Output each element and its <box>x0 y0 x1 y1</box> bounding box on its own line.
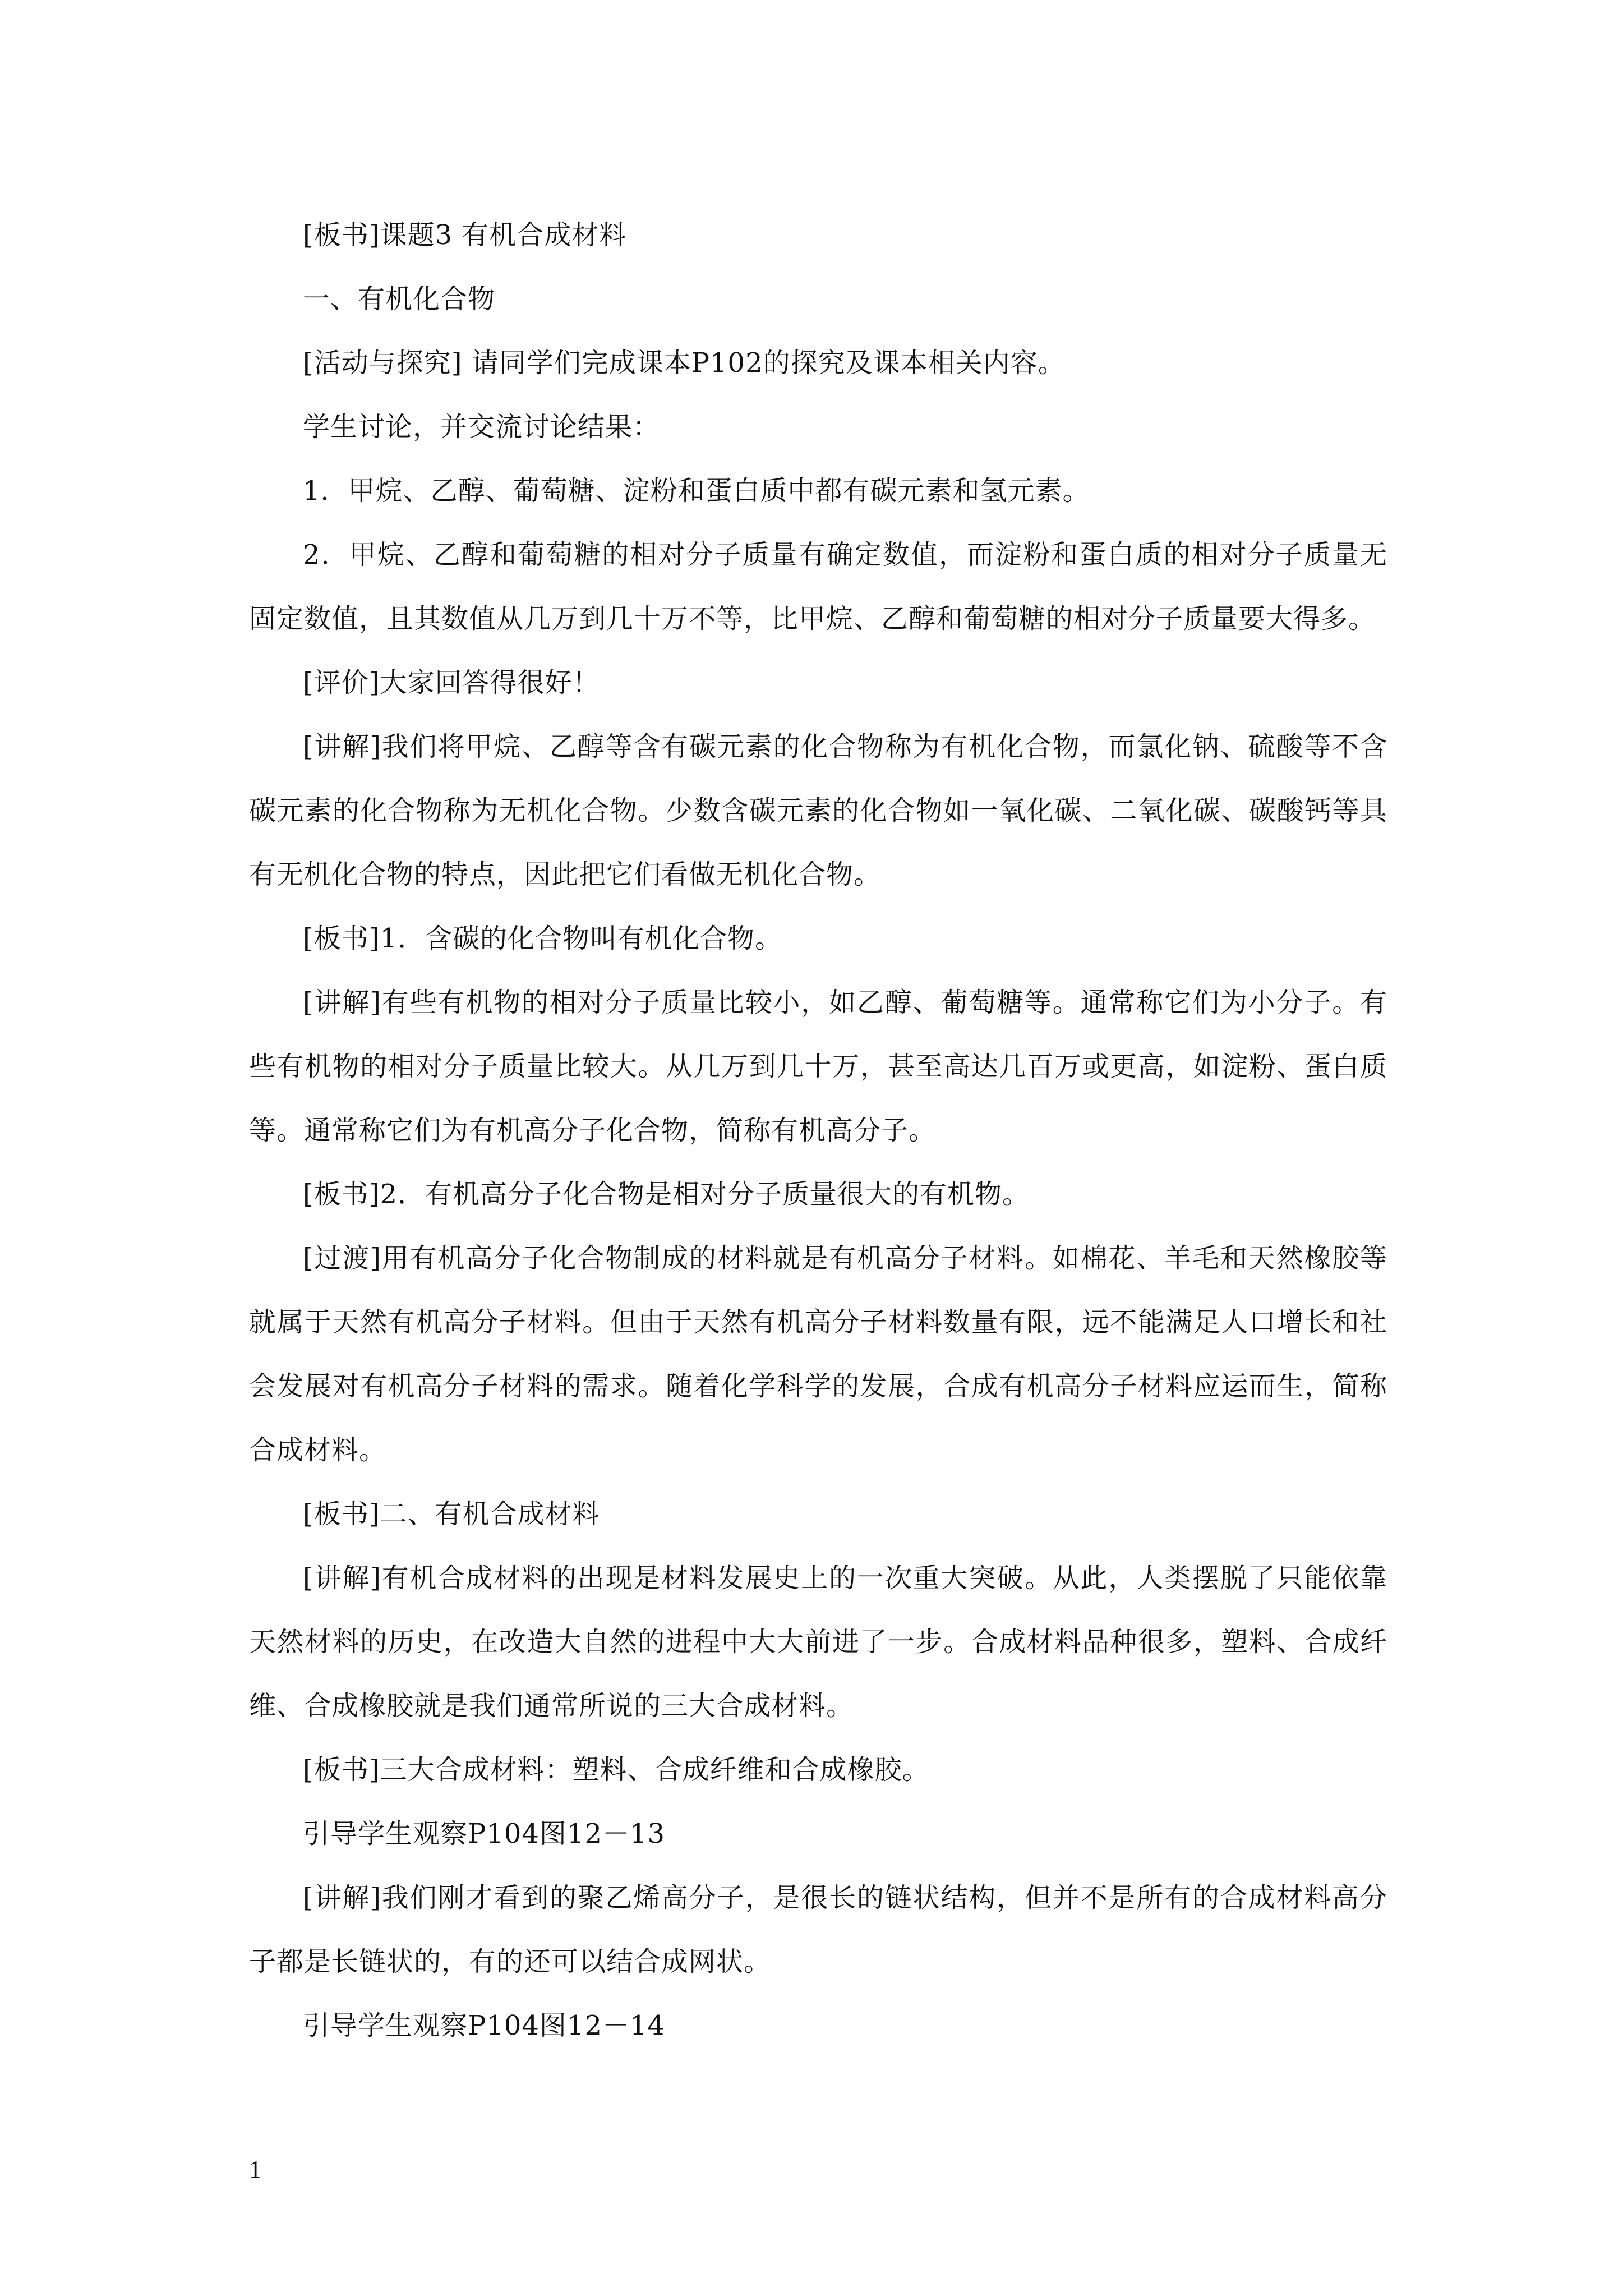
explanation-paragraph-1: [讲解]我们将甲烷、乙醇等含有碳元素的化合物称为有机化合物，而氯化钠、硫酸等不含碳元素的化合物称为无机化合物。少数含碳元素的化合物如一氧化碳、二氧化碳、碳酸钙等具有无机化合物的特点，因此把它们看做无机化合物。 <box>249 731 1387 890</box>
document-body <box>249 203 1387 2058</box>
board-note-three-materials: [板书]三大合成材料：塑料、合成纤维和合成橡胶。 <box>303 1754 930 1786</box>
page-number: 1 <box>249 2156 261 2183</box>
section-heading-organic-compounds: 一、有机化合物 <box>303 283 496 315</box>
board-note-1: [板书]1．含碳的化合物叫有机化合物。 <box>303 923 782 954</box>
discussion-paragraph: 学生讨论，并交流讨论结果： <box>303 411 661 443</box>
explanation-paragraph-4: [讲解]我们刚才看到的聚乙烯高分子，是很长的链状结构，但并不是所有的合成材料高分子都是长链状的，有的还可以结合成网状。 <box>249 1882 1387 1977</box>
evaluation-paragraph: [评价]大家回答得很好！ <box>303 667 600 698</box>
explanation-paragraph-2: [讲解]有些有机物的相对分子质量比较小，如乙醇、葡萄糖等。通常称它们为小分子。有些有机物的相对分子质量比较大。从几万到几十万，甚至高达几百万或更高，如淀粉、蛋白质等。通常称它们为有机高分子化合物，简称有机高分子。 <box>249 987 1387 1146</box>
explanation-paragraph-3: [讲解]有机合成材料的出现是材料发展史上的一次重大突破。从此，人类摆脱了只能依靠天然材料的历史，在改造大自然的进程中大大前进了一步。合成材料品种很多，塑料、合成纤维、合成橡胶就是我们通常所说的三大合成材料。 <box>249 1562 1387 1722</box>
board-note-section-2: [板书]二、有机合成材料 <box>303 1498 600 1530</box>
transition-paragraph: [过渡]用有机高分子化合物制成的材料就是有机高分子材料。如棉花、羊毛和天然橡胶等就属于天然有机高分子材料。但由于天然有机高分子材料数量有限，远不能满足人口增长和社会发展对有机高分子材料的需求。随着化学科学的发展，合成有机高分子材料应运而生，简称合成材料。 <box>249 1243 1387 1466</box>
observation-note-2: 引导学生观察P104图12－14 <box>303 2010 666 2041</box>
observation-note-1: 引导学生观察P104图12－13 <box>303 1818 666 1849</box>
board-note-2: [板书]2．有机高分子化合物是相对分子质量很大的有机物。 <box>303 1179 1030 1210</box>
result-item-1: 1．甲烷、乙醇、葡萄糖、淀粉和蛋白质中都有碳元素和氢元素。 <box>303 475 1090 507</box>
heading-lesson-title: [板书]课题3 有机合成材料 <box>303 219 627 251</box>
activity-paragraph: [活动与探究] 请同学们完成课本P102的探究及课本相关内容。 <box>303 347 1066 379</box>
result-item-2: 2．甲烷、乙醇和葡萄糖的相对分子质量有确定数值，而淀粉和蛋白质的相对分子质量无固定数值，且其数值从几万到几十万不等，比甲烷、乙醇和葡萄糖的相对分子质量要大得多。 <box>249 539 1387 634</box>
